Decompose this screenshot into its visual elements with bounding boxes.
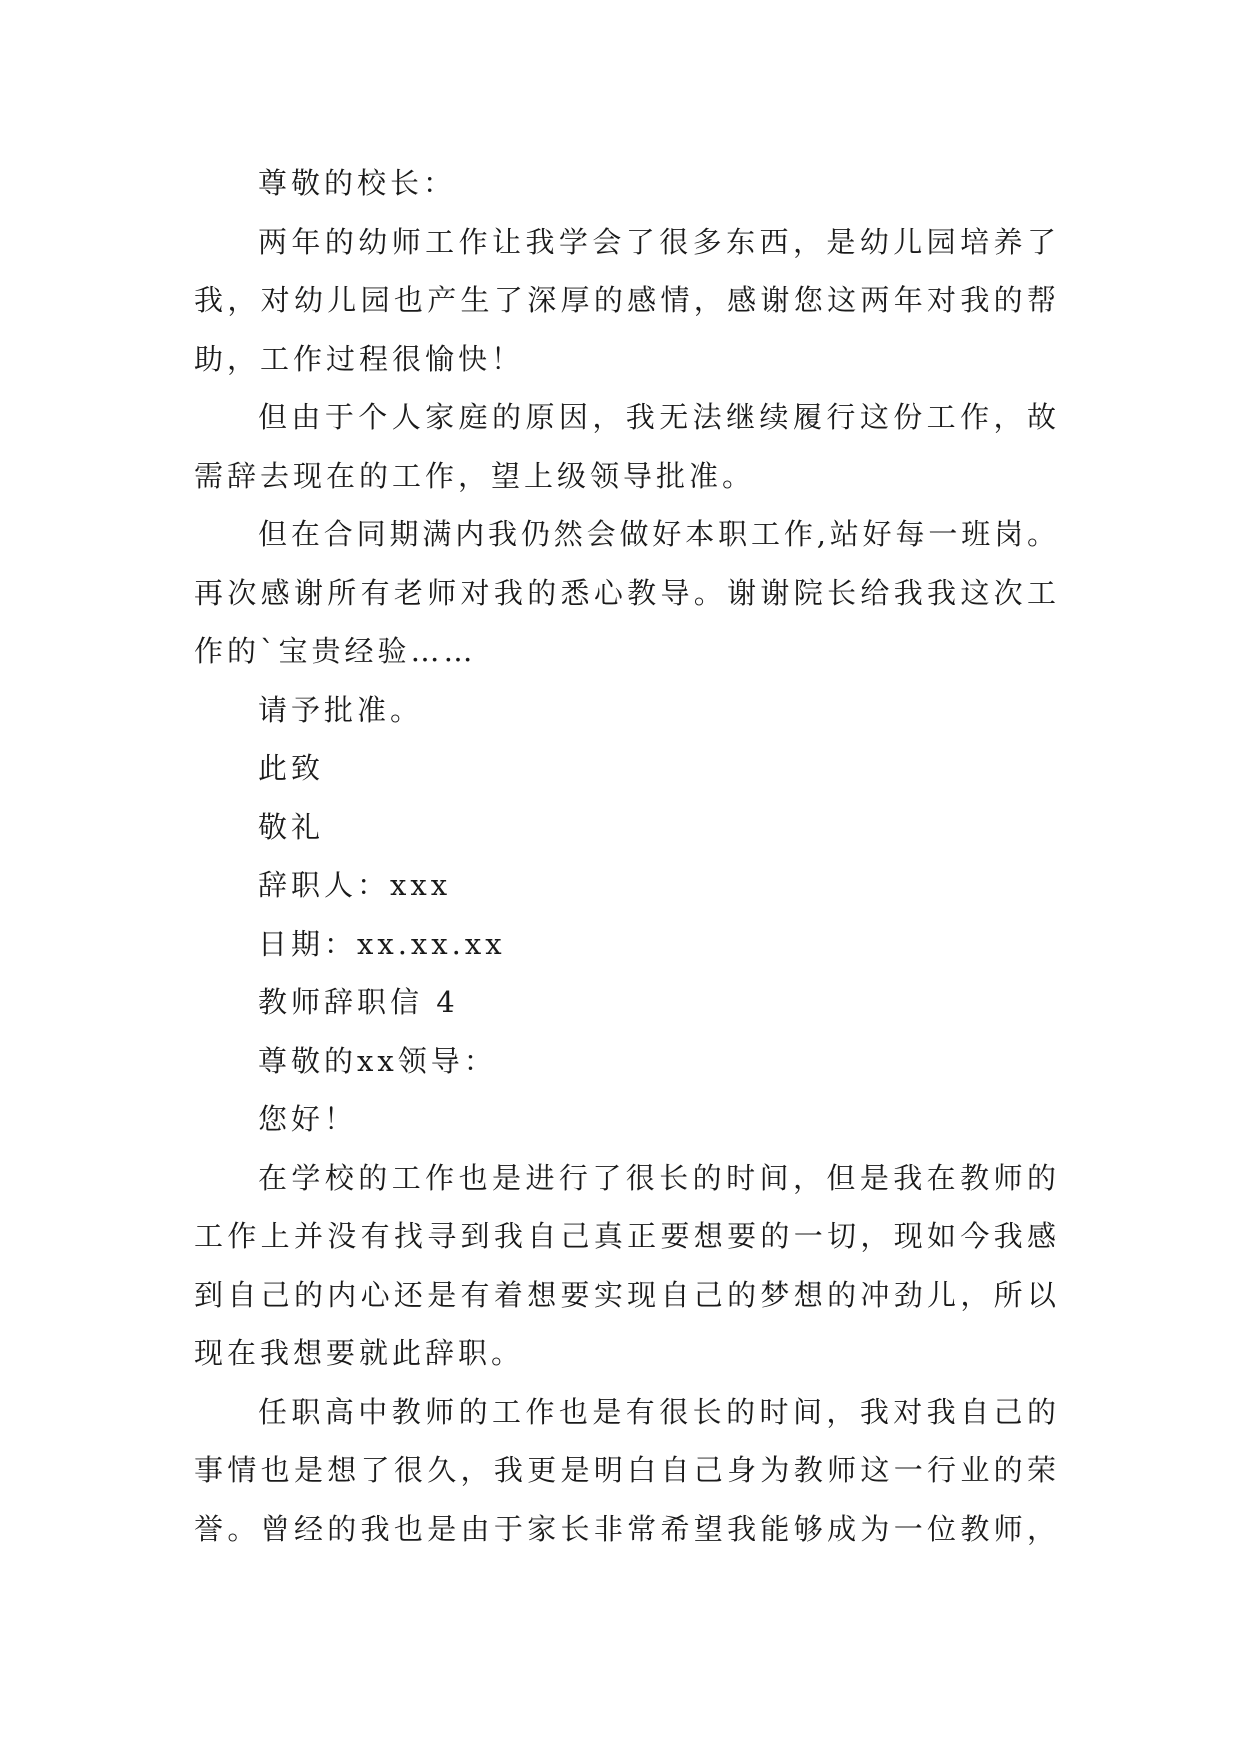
paragraph-line: 任职高中教师的工作也是有很长的时间，我对我自己的 bbox=[258, 1394, 1056, 1429]
request-line: 请予批准。 bbox=[258, 692, 424, 727]
paragraph-line: 但在合同期满内我仍然会做好本职工作,站好每一班岗。 bbox=[258, 517, 1056, 551]
section-title: 教师辞职信 4 bbox=[258, 985, 459, 1019]
paragraph-line: 需辞去现在的工作，望上级领导批准。 bbox=[194, 458, 756, 493]
closing-line: 敬礼 bbox=[258, 809, 325, 844]
paragraph-line: 再次感谢所有老师对我的悉心教导。谢谢院长给我我这次工 bbox=[194, 575, 1056, 610]
salutation: 尊敬的xx领导： bbox=[258, 1043, 497, 1078]
date-line: 日期：xx.xx.xx bbox=[258, 926, 506, 961]
closing-line: 此致 bbox=[258, 751, 325, 785]
paragraph-line: 作的`宝贵经验…… bbox=[194, 634, 477, 668]
paragraph-line: 但由于个人家庭的原因，我无法继续履行这份工作，故 bbox=[258, 400, 1056, 434]
paragraph-line: 现在我想要就此辞职。 bbox=[194, 1336, 525, 1370]
paragraph-line: 助，工作过程很愉快！ bbox=[194, 341, 525, 376]
paragraph-line: 在学校的工作也是进行了很长的时间，但是我在教师的 bbox=[258, 1160, 1056, 1195]
paragraph-line: 两年的幼师工作让我学会了很多东西，是幼儿园培养了 bbox=[258, 224, 1056, 259]
paragraph-line: 到自己的内心还是有着想要实现自己的梦想的冲劲儿，所以 bbox=[194, 1277, 1056, 1312]
letter-body bbox=[194, 154, 1056, 1558]
paragraph-line: 工作上并没有找寻到我自己真正要想要的一切，现如今我感 bbox=[194, 1219, 1056, 1253]
paragraph-line: 事情也是想了很久，我更是明白自己身为教师这一行业的荣 bbox=[194, 1453, 1056, 1487]
paragraph-line: 誉。曾经的我也是由于家长非常希望我能够成为一位教师， bbox=[194, 1511, 1056, 1546]
greeting-line: 您好！ bbox=[258, 1102, 358, 1136]
salutation: 尊敬的校长： bbox=[258, 166, 457, 200]
paragraph-line: 我，对幼儿园也产生了深厚的感情，感谢您这两年对我的帮 bbox=[194, 283, 1056, 317]
signature-line: 辞职人：xxx bbox=[258, 868, 452, 902]
